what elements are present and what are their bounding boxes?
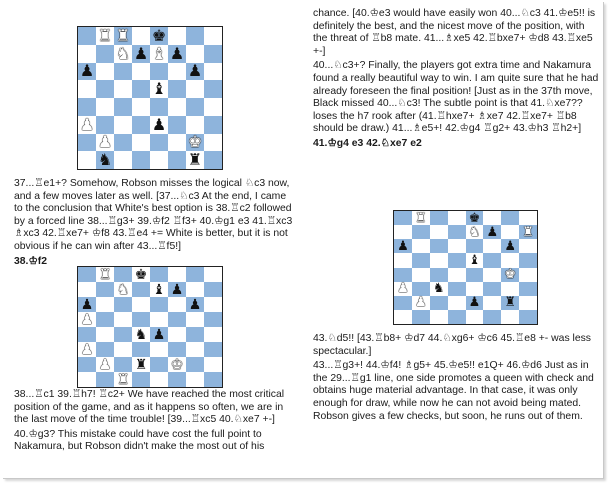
- square-g8: [186, 27, 204, 45]
- square-c7: [430, 225, 448, 239]
- black-bishop-icon: ♝: [151, 79, 167, 99]
- black-pawn-icon: ♟: [504, 238, 517, 254]
- square-c4: [430, 268, 448, 282]
- square-g4: [186, 327, 204, 342]
- black-knight-icon: ♞: [134, 326, 148, 343]
- white-pawn-icon: ♟: [80, 311, 94, 328]
- square-b3: [96, 116, 114, 134]
- square-e4: [150, 98, 168, 116]
- annotation-move-38-black: 38...♖c1 39.♖h7! ♖c2+ We have reached the most critical position of the game, and as it happens so often, we are in the last move of the time trouble! [39...♖xc5 40.♘xe7 +-]: [14, 389, 285, 426]
- black-knight-icon: ♞: [97, 150, 113, 170]
- square-h6: [204, 63, 222, 81]
- square-a5: [78, 80, 96, 98]
- square-c8: [114, 267, 132, 282]
- square-b6: [412, 239, 430, 253]
- square-c3: [114, 342, 132, 357]
- square-c4: [114, 327, 132, 342]
- square-g8: [501, 211, 519, 225]
- square-a1: [78, 372, 96, 387]
- square-a7: [78, 282, 96, 297]
- white-king-icon: ♚: [187, 132, 203, 152]
- square-e1: [466, 310, 484, 324]
- square-g6: [186, 297, 204, 312]
- black-bishop-icon: ♝: [152, 281, 166, 298]
- black-pawn-icon: ♟: [152, 326, 166, 343]
- square-h6: [519, 239, 537, 253]
- annotation-move-41: 41.♔g4 e3 42.♘xe7 e2: [313, 137, 422, 149]
- square-d8: [132, 267, 150, 282]
- square-e5: [150, 312, 168, 327]
- square-c2: [430, 296, 448, 310]
- square-a6: [78, 297, 96, 312]
- square-d3: [132, 342, 150, 357]
- white-bishop-icon: ♝: [151, 43, 167, 63]
- square-a1: [78, 151, 96, 169]
- square-a5: [78, 312, 96, 327]
- black-pawn-icon: ♟: [169, 43, 185, 63]
- black-king-icon: ♚: [134, 266, 148, 283]
- board-grid: [78, 27, 222, 169]
- square-a5: [394, 253, 412, 267]
- square-h8: [204, 27, 222, 45]
- square-a7: [78, 45, 96, 63]
- square-a2: [394, 296, 412, 310]
- square-b7: [412, 225, 430, 239]
- square-e7: [466, 225, 484, 239]
- board-grid: [394, 211, 537, 324]
- black-rook-icon: ♜: [187, 150, 203, 170]
- square-a2: [78, 134, 96, 152]
- board-grid: [78, 267, 222, 387]
- white-pawn-icon: ♟: [80, 341, 94, 358]
- square-d6: [132, 63, 150, 81]
- left-column: [14, 178, 295, 270]
- square-b5: [412, 253, 430, 267]
- square-f3: [483, 282, 501, 296]
- square-d1: [132, 372, 150, 387]
- square-g3: [186, 116, 204, 134]
- square-h2: [204, 134, 222, 152]
- square-h5: [204, 312, 222, 327]
- square-g7: [186, 45, 204, 63]
- square-a6: [394, 239, 412, 253]
- square-b1: [96, 151, 114, 169]
- white-rook-icon: ♜: [414, 210, 427, 226]
- square-d1: [132, 151, 150, 169]
- square-a7: [394, 225, 412, 239]
- square-f5: [483, 253, 501, 267]
- square-g6: [501, 239, 519, 253]
- square-b1: [96, 372, 114, 387]
- square-c5: [114, 312, 132, 327]
- square-b3: [96, 342, 114, 357]
- square-f3: [168, 116, 186, 134]
- square-g5: [186, 312, 204, 327]
- square-g7: [501, 225, 519, 239]
- square-b4: [96, 98, 114, 116]
- square-f8: [168, 267, 186, 282]
- square-h1: [519, 310, 537, 324]
- white-rook-icon: ♜: [115, 25, 131, 45]
- square-h2: [204, 357, 222, 372]
- square-h4: [204, 98, 222, 116]
- square-f7: [168, 282, 186, 297]
- square-d6: [448, 239, 466, 253]
- black-king-icon: ♚: [151, 25, 167, 45]
- square-a3: [394, 282, 412, 296]
- square-b5: [96, 312, 114, 327]
- square-e1: [150, 151, 168, 169]
- square-d1: [448, 310, 466, 324]
- square-f4: [168, 98, 186, 116]
- square-f8: [483, 211, 501, 225]
- white-king-icon: ♚: [504, 267, 517, 283]
- square-h6: [204, 297, 222, 312]
- square-c8: [430, 211, 448, 225]
- square-d4: [132, 327, 150, 342]
- square-h1: [204, 151, 222, 169]
- black-pawn-icon: ♟: [133, 43, 149, 63]
- square-e4: [150, 327, 168, 342]
- black-pawn-icon: ♟: [187, 61, 203, 81]
- square-h5: [519, 253, 537, 267]
- square-e7: [150, 45, 168, 63]
- square-a8: [78, 267, 96, 282]
- square-g2: [501, 296, 519, 310]
- square-e5: [466, 253, 484, 267]
- square-d3: [448, 282, 466, 296]
- annotation-move-43: 43.♘d5!! [43.♖b8+ ♔d7 44.♘xg6+ ♔c6 45.♖e8 +- was less spectacular.]: [313, 333, 592, 357]
- square-a3: [78, 116, 96, 134]
- square-e3: [150, 342, 168, 357]
- square-c3: [114, 116, 132, 134]
- white-rook-icon: ♜: [97, 25, 113, 45]
- square-a2: [78, 357, 96, 372]
- white-pawn-icon: ♟: [397, 281, 409, 297]
- square-d5: [132, 312, 150, 327]
- square-c5: [114, 80, 132, 98]
- square-c2: [114, 134, 132, 152]
- square-b8: [96, 267, 114, 282]
- square-e6: [466, 239, 484, 253]
- white-pawn-icon: ♟: [97, 132, 113, 152]
- square-g6: [186, 63, 204, 81]
- square-h3: [519, 282, 537, 296]
- square-d8: [132, 27, 150, 45]
- square-h7: [204, 45, 222, 63]
- square-b5: [96, 80, 114, 98]
- square-c7: [114, 45, 132, 63]
- square-h8: [204, 267, 222, 282]
- square-e3: [466, 282, 484, 296]
- square-f5: [168, 312, 186, 327]
- square-d8: [448, 211, 466, 225]
- black-pawn-icon: ♟: [188, 296, 202, 313]
- square-f6: [168, 63, 186, 81]
- square-e8: [150, 27, 168, 45]
- black-pawn-icon: ♟: [80, 296, 94, 313]
- square-a4: [78, 98, 96, 116]
- square-d4: [132, 98, 150, 116]
- square-e5: [150, 80, 168, 98]
- square-e6: [150, 63, 168, 81]
- square-f1: [483, 310, 501, 324]
- square-g1: [186, 372, 204, 387]
- square-c1: [114, 151, 132, 169]
- square-h5: [204, 80, 222, 98]
- square-c1: [430, 310, 448, 324]
- annotation-chance: chance. [40.♔e3 would have easily won 40...♘c3 41.♔e5!! is definitely the best, and the nicest move of the position, with the threat of ♖b8 mate. 41...♗xe5 42.♖bxe7+ ♔d8 43.♖xe5 +-]: [313, 8, 596, 57]
- square-d3: [132, 116, 150, 134]
- square-b1: [412, 310, 430, 324]
- square-b2: [96, 134, 114, 152]
- square-d2: [132, 357, 150, 372]
- square-g3: [501, 282, 519, 296]
- white-knight-icon: ♞: [116, 281, 130, 298]
- black-bishop-icon: ♝: [468, 252, 481, 268]
- black-pawn-icon: ♟: [79, 61, 95, 81]
- square-b2: [412, 296, 430, 310]
- square-h7: [519, 225, 537, 239]
- square-a3: [78, 342, 96, 357]
- square-g1: [501, 310, 519, 324]
- square-d5: [448, 253, 466, 267]
- square-e3: [150, 116, 168, 134]
- square-f4: [168, 327, 186, 342]
- square-f7: [168, 45, 186, 63]
- square-b8: [412, 211, 430, 225]
- square-a4: [78, 327, 96, 342]
- square-e6: [150, 297, 168, 312]
- square-b4: [412, 268, 430, 282]
- square-f7: [483, 225, 501, 239]
- square-g5: [186, 80, 204, 98]
- square-f1: [168, 372, 186, 387]
- square-f4: [483, 268, 501, 282]
- black-rook-icon: ♜: [134, 356, 148, 373]
- white-knight-icon: ♞: [115, 43, 131, 63]
- square-f2: [168, 357, 186, 372]
- square-h2: [519, 296, 537, 310]
- square-b8: [96, 27, 114, 45]
- black-pawn-icon: ♟: [151, 114, 167, 134]
- black-pawn-icon: ♟: [486, 224, 499, 240]
- square-b6: [96, 297, 114, 312]
- square-g5: [501, 253, 519, 267]
- square-e2: [466, 296, 484, 310]
- white-rook-icon: ♜: [98, 266, 112, 283]
- square-e4: [466, 268, 484, 282]
- square-a4: [394, 268, 412, 282]
- square-d7: [448, 225, 466, 239]
- square-c1: [114, 372, 132, 387]
- annotation-move-40: 40.♔g3? This mistake could have cost the full point to Nakamura, but Robson didn't make the most out of his: [14, 428, 265, 453]
- white-king-icon: ♚: [170, 356, 184, 373]
- white-rook-icon: ♜: [522, 224, 534, 240]
- square-h1: [204, 372, 222, 387]
- square-g7: [186, 282, 204, 297]
- left-column-lower: [14, 389, 295, 456]
- square-f5: [168, 80, 186, 98]
- square-c2: [114, 357, 132, 372]
- square-d2: [132, 134, 150, 152]
- square-h4: [519, 268, 537, 282]
- square-d7: [132, 45, 150, 63]
- square-f3: [168, 342, 186, 357]
- square-c6: [114, 297, 132, 312]
- square-a8: [78, 27, 96, 45]
- white-knight-icon: ♞: [468, 224, 481, 240]
- square-a8: [394, 211, 412, 225]
- square-h3: [204, 116, 222, 134]
- square-f1: [168, 151, 186, 169]
- square-g4: [186, 98, 204, 116]
- white-pawn-icon: ♟: [414, 295, 427, 311]
- chess-diagram-2: [77, 266, 223, 388]
- square-c5: [430, 253, 448, 267]
- square-h8: [519, 211, 537, 225]
- square-d5: [132, 80, 150, 98]
- square-c4: [114, 98, 132, 116]
- square-f2: [483, 296, 501, 310]
- chess-diagram-1: [77, 26, 223, 170]
- square-g4: [501, 268, 519, 282]
- square-b7: [96, 45, 114, 63]
- square-g8: [186, 267, 204, 282]
- black-king-icon: ♚: [468, 210, 481, 226]
- annotation-move-37: 37...♖e1+? Somehow, Robson misses the logical ♘c3 now, and a few moves later as well. [37...♘c3 At the end, I came to the conclusion that White's best option is 38.♖c2 followed by a forced line 38...♖g3+ 39.♔f2 ♖f3+ 40.♔g1 e3 41.♖xc3 ♗xc3 42.♖xe7+ ♔f8 43.♖e4 += White is better, but it is not obvious if he can win after 43...♖f5!]: [14, 178, 293, 252]
- square-c6: [114, 63, 132, 81]
- square-b7: [96, 282, 114, 297]
- square-f6: [483, 239, 501, 253]
- annotation-move-38: 38.♔f2: [14, 255, 47, 267]
- square-c6: [430, 239, 448, 253]
- right-column-lower: [313, 333, 599, 425]
- square-a1: [394, 310, 412, 324]
- square-b4: [96, 327, 114, 342]
- black-pawn-icon: ♟: [397, 238, 409, 254]
- square-c3: [430, 282, 448, 296]
- square-c8: [114, 27, 132, 45]
- square-e1: [150, 372, 168, 387]
- square-b6: [96, 63, 114, 81]
- square-g2: [186, 357, 204, 372]
- white-rook-icon: ♜: [116, 371, 130, 388]
- square-a6: [78, 63, 96, 81]
- white-pawn-icon: ♟: [98, 356, 112, 373]
- square-h4: [204, 327, 222, 342]
- square-e7: [150, 282, 168, 297]
- square-e8: [466, 211, 484, 225]
- square-g1: [186, 151, 204, 169]
- black-pawn-icon: ♟: [468, 295, 481, 311]
- square-d7: [132, 282, 150, 297]
- annotation-move-43-black: 43...♖g3+! 44.♔f4! ♗g5+ 45.♔e5!! e1Q+ 46.♔d6 Just as in the 29...♖g1 line, one side promotes a queen with check and obtains huge material advantage. In that case, it was only enough for draw, while now he can not avoid being mated. Robson gives a few checks, but soon, he runs out of them.: [313, 360, 594, 422]
- square-d4: [448, 268, 466, 282]
- square-g2: [186, 134, 204, 152]
- square-c7: [114, 282, 132, 297]
- square-f6: [168, 297, 186, 312]
- square-e2: [150, 134, 168, 152]
- square-g3: [186, 342, 204, 357]
- square-e8: [150, 267, 168, 282]
- black-knight-icon: ♞: [432, 281, 445, 297]
- chess-diagram-3: [393, 210, 538, 325]
- right-column: [313, 8, 599, 153]
- square-h7: [204, 282, 222, 297]
- white-pawn-icon: ♟: [79, 114, 95, 134]
- square-d6: [132, 297, 150, 312]
- annotation-move-40-black: 40...♘c3+? Finally, the players got extra time and Nakamura found a really beautiful way to win. I am quite sure that he had already foreseen the final position! [Just as in the 37th move, Black missed 40...♘c3! The subtle point is that 41.♘xe7?? loses the h7 rook after (41.♖hxe7+ ♗xe7 42.♖xe7+ ♖b8 should be draw.) 41...♗e5+! 42.♔g4 ♖g2+ 43.♔h3 ♖h2+]: [313, 60, 599, 135]
- square-d2: [448, 296, 466, 310]
- square-e2: [150, 357, 168, 372]
- square-b2: [96, 357, 114, 372]
- square-f2: [168, 134, 186, 152]
- black-rook-icon: ♜: [504, 295, 517, 311]
- square-b3: [412, 282, 430, 296]
- square-f8: [168, 27, 186, 45]
- square-h3: [204, 342, 222, 357]
- black-pawn-icon: ♟: [170, 281, 184, 298]
